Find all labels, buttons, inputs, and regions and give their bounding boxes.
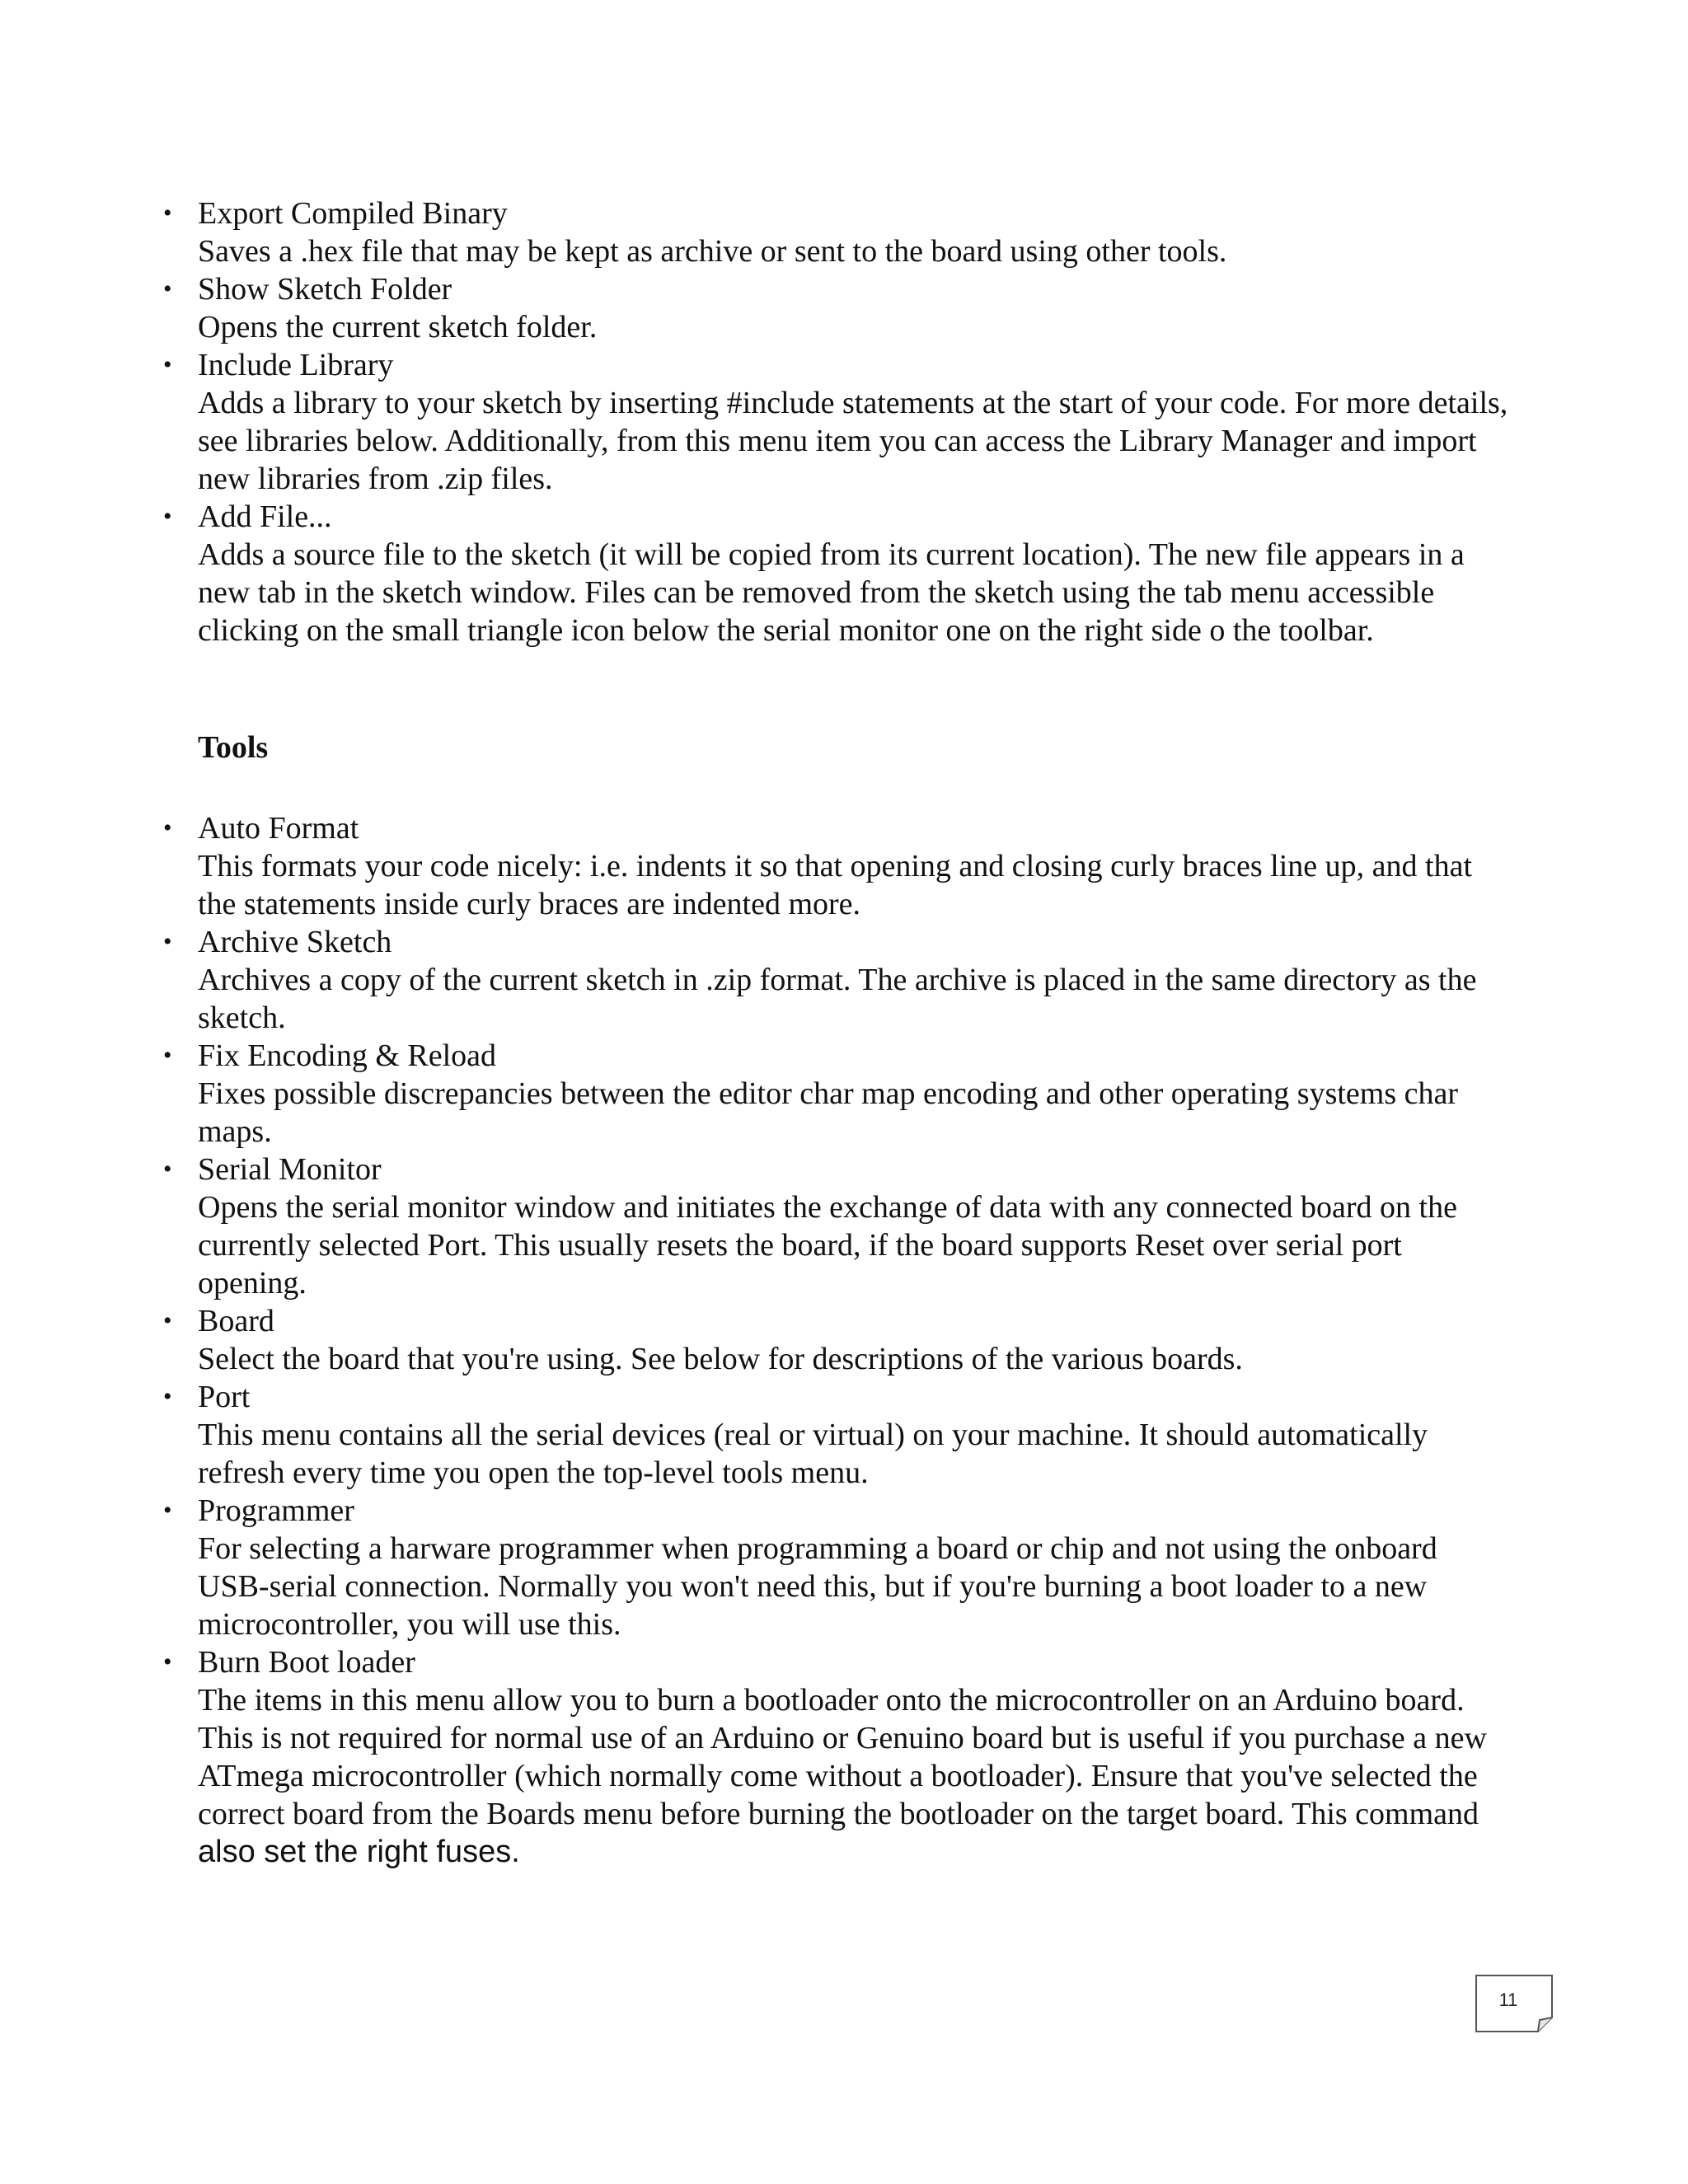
bullet-icon: • [163, 1383, 172, 1410]
item-description: Adds a source file to the sketch (it will be copied from its current location). The new file appears in a new tab in the sketch window. Files can be removed from the sketch using the tab menu accessible clicking on the small triangle icon below the serial monitor one on the right side o the toolbar. [198, 537, 1465, 648]
bullet-icon: • [163, 928, 172, 955]
list-item [157, 1643, 1508, 1871]
item-title: Port [198, 1380, 251, 1414]
bullet-icon: • [163, 199, 172, 227]
bullet-icon: • [163, 1307, 172, 1334]
item-description-text: The items in this menu allow you to burn a bootloader onto the microcontroller on an Arduino board. This is not required for normal use of an Arduino or Genuino board but is useful if you purchase a new ATmega microcontroller (which normally come without a bootloader). Ensure that you've selected the correct board from the Boards menu before burning the bootloader on the target board. This command [198, 1683, 1487, 1831]
page-number-badge [1475, 1975, 1553, 2032]
item-description: Select the board that you're using. See below for descriptions of the various boards. [198, 1342, 1243, 1376]
tools-section-heading: Tools [198, 730, 269, 765]
bullet-icon: • [163, 1155, 172, 1183]
list-item [157, 1151, 1508, 1302]
list-item [157, 1037, 1508, 1151]
item-title: Include Library [198, 348, 394, 382]
tools-menu-list [157, 809, 1508, 1871]
item-description: Fixes possible discrepancies between the editor char map encoding and other operating systems char maps. [198, 1076, 1459, 1149]
list-item [157, 809, 1508, 923]
item-description: Saves a .hex file that may be kept as archive or sent to the board using other tools. [198, 234, 1227, 269]
item-title: Archive Sketch [198, 925, 392, 959]
item-title: Programmer [198, 1493, 354, 1528]
list-item [157, 346, 1508, 498]
item-title: Serial Monitor [198, 1152, 382, 1187]
bullet-icon: • [163, 814, 172, 841]
item-title: Fix Encoding & Reload [198, 1038, 497, 1073]
list-item [157, 270, 1508, 346]
bullet-icon: • [163, 1497, 172, 1524]
bullet-icon: • [163, 275, 172, 302]
item-description: Archives a copy of the current sketch in .zip format. The archive is placed in the same directory as the sketch. [198, 963, 1477, 1035]
item-title: Burn Boot loader [198, 1645, 415, 1680]
item-title: Export Compiled Binary [198, 196, 508, 231]
list-item [157, 1302, 1508, 1378]
list-item [157, 923, 1508, 1037]
item-title: Show Sketch Folder [198, 272, 452, 307]
item-description-tail: also set the right fuses. [198, 1835, 520, 1869]
list-item [157, 194, 1508, 270]
item-title: Add File... [198, 499, 332, 534]
item-description [198, 1681, 1508, 1871]
item-description: For selecting a harware programmer when programming a board or chip and not using the onboard USB-serial connection. Normally you won't need this, but if you're burning a boot loader to a new microcontroller, you will use this. [198, 1531, 1437, 1642]
item-title: Auto Format [198, 811, 359, 846]
bullet-icon: • [163, 351, 172, 378]
item-description: Opens the serial monitor window and initiates the exchange of data with any connected board on the currently selected Port. This usually resets the board, if the board supports Reset over serial port opening. [198, 1190, 1457, 1301]
item-title: Board [198, 1304, 274, 1338]
item-description: Opens the current sketch folder. [198, 310, 598, 344]
list-item [157, 498, 1508, 649]
list-item [157, 1378, 1508, 1492]
item-description: Adds a library to your sketch by inserting #include statements at the start of your code. For more details, see libraries below. Additionally, from this menu item you can access the Library Manager and import new libraries from .zip files. [198, 386, 1508, 496]
item-description: This menu contains all the serial devices (real or virtual) on your machine. It should automatically refresh every time you open the top-level tools menu. [198, 1418, 1428, 1490]
page-number: 11 [1498, 1990, 1518, 2010]
bullet-icon: • [163, 503, 172, 530]
file-menu-list [157, 194, 1508, 649]
item-description: This formats your code nicely: i.e. indents it so that opening and closing curly braces line up, and that the statements inside curly braces are indented more. [198, 849, 1473, 921]
list-item [157, 1492, 1508, 1643]
bullet-icon: • [163, 1648, 172, 1675]
bullet-icon: • [163, 1042, 172, 1069]
